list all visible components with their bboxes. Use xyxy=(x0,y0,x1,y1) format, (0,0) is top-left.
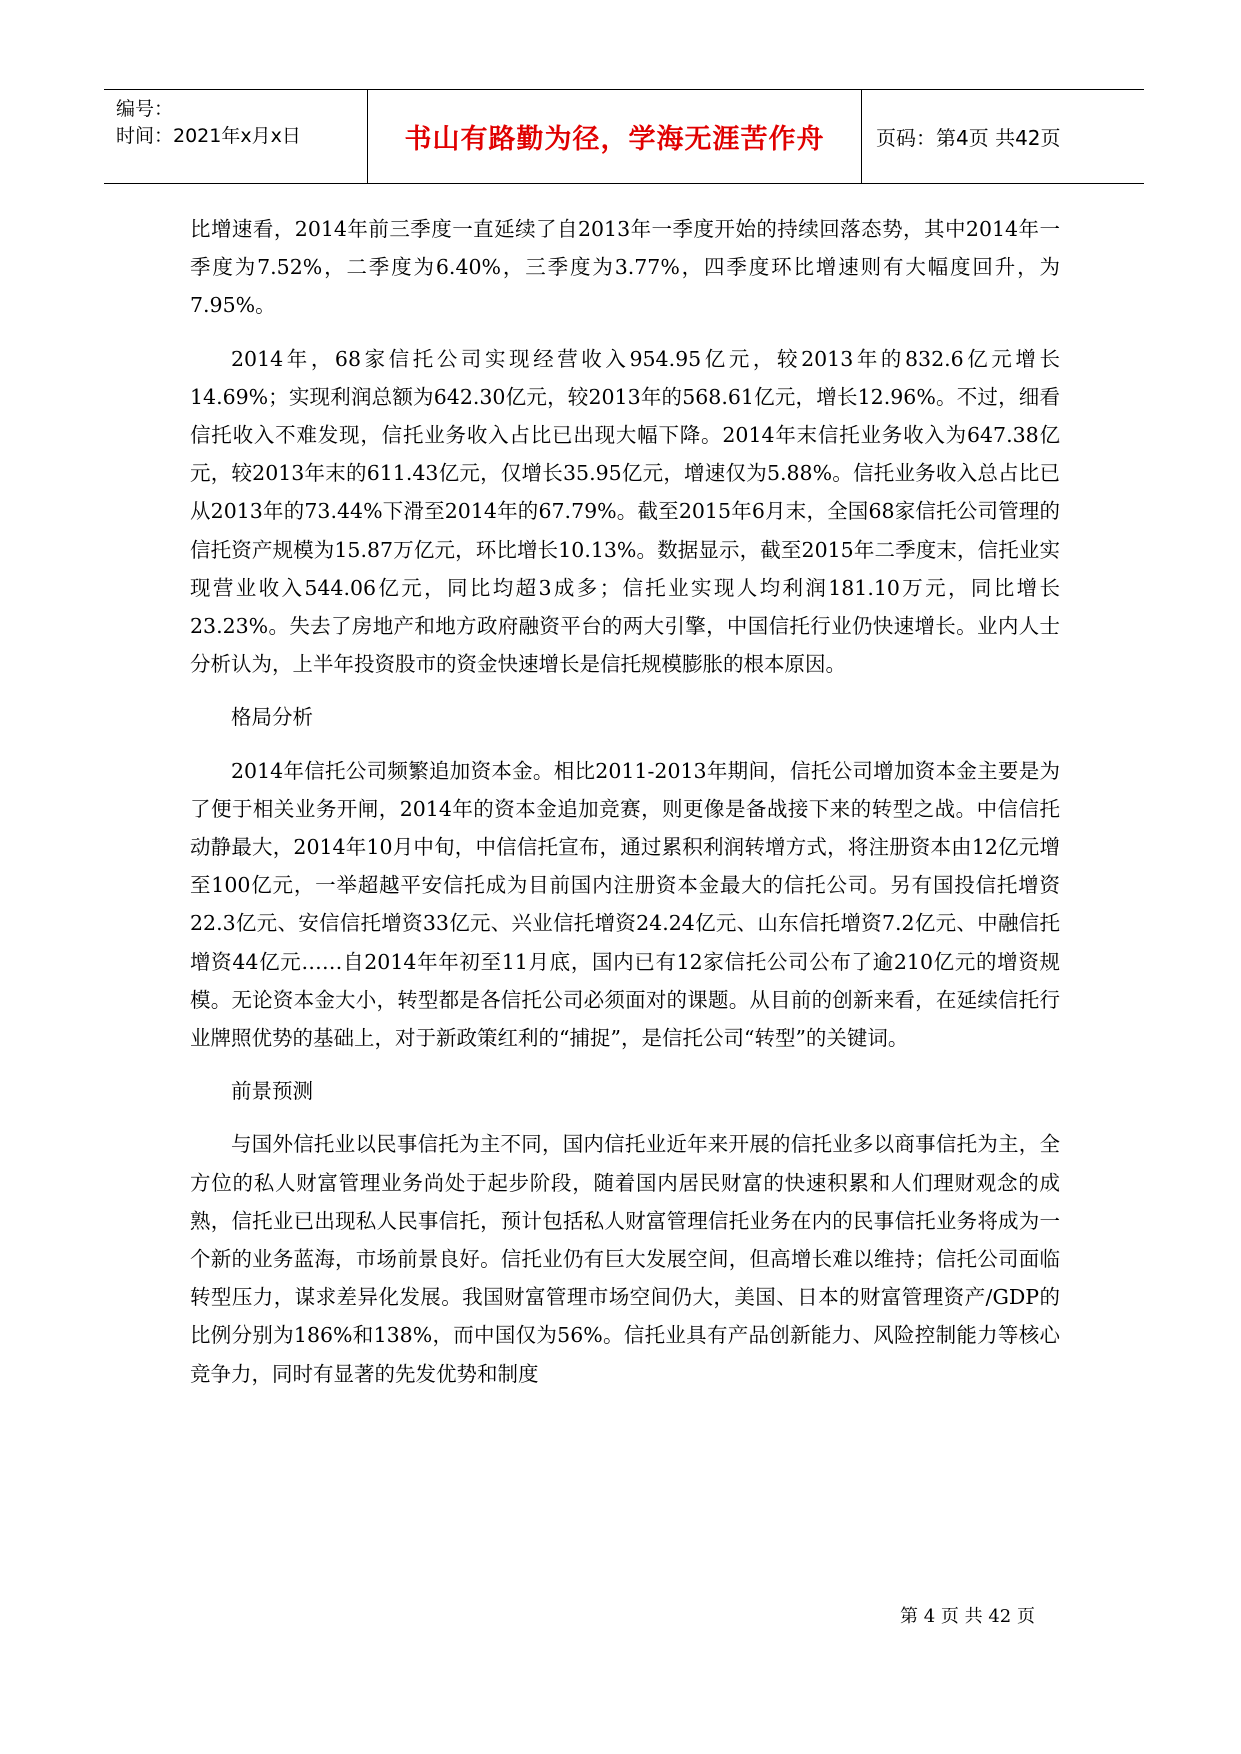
document-body xyxy=(190,210,1060,1408)
header-page-code: 页码：第4页 共42页 xyxy=(876,126,1061,150)
header-motto-cell xyxy=(368,90,862,183)
header-page-cell xyxy=(862,90,1144,183)
section-heading-outlook: 前景预测 xyxy=(231,1079,313,1104)
paragraph-outlook: 与国外信托业以民事信托为主不同，国内信托业近年来开展的信托业多以商事信托为主，全方位的私人财富管理业务尚处于起步阶段，随着国内居民财富的快速积累和人们理财观念的成熟，信托业已出现私人民事信托，预计包括私人财富管理信托业务在内的民事信托业务将成为一个新的业务蓝海，市场前景良好。信托业仍有巨大发展空间，但高增长难以维持；信托公司面临转型压力，谋求差异化发展。我国财富管理市场空间仍大，美国、日本的财富管理资产/GDP的比例分别为186%和138%，而中国仅为56%。信托业具有产品创新能力、风险控制能力等核心竞争力，同时有显著的先发优势和制度 xyxy=(190,1132,1060,1386)
paragraph-trust-income: 2014年，68家信托公司实现经营收入954.95亿元，较2013年的832.6亿元增长14.69%；实现利润总额为642.30亿元，较2013年的568.61亿元，增长12.96%。不过，细看信托收入不难发现，信托业务收入占比已出现大幅下降。2014年末信托业务收入为647.38亿元，较2013年末的611.43亿元，仅增长35.95亿元，增速仅为5.88%。信托业务收入总占比已从2013年的73.44%下滑至2014年的67.79%。截至2015年6月末，全国68家信托公司管理的信托资产规模为15.87万亿元，环比增长10.13%。数据显示，截至2015年二季度末，信托业实现营业收入544.06亿元，同比均超3成多；信托业实现人均利润181.10万元，同比增长23.23%。失去了房地产和地方政府融资平台的两大引擎，中国信托行业仍快速增长。业内人士分析认为，上半年投资股市的资金快速增长是信托规模膨胀的根本原因。 xyxy=(190,346,1060,677)
paragraph-continued: 比增速看，2014年前三季度一直延续了自2013年一季度开始的持续回落态势，其中2014年一季度为7.52%，二季度为6.40%，三季度为3.77%，四季度环比增速则有大幅度回升，为7.95%。 xyxy=(190,217,1060,318)
document-time: 时间：2021年x月x日 xyxy=(116,125,301,147)
section-heading-landscape: 格局分析 xyxy=(231,705,313,730)
paragraph-capital-increase: 2014年信托公司频繁追加资本金。相比2011-2013年期间，信托公司增加资本金主要是为了便于相关业务开闸，2014年的资本金追加竞赛，则更像是备战接下来的转型之战。中信信托动静最大，2014年10月中旬，中信信托宣布，通过累积利润转增方式，将注册资本由12亿元增至100亿元，一举超越平安信托成为目前国内注册资本金最大的信托公司。另有国投信托增资22.3亿元、安信信托增资33亿元、兴业信托增资24.24亿元、山东信托增资7.2亿元、中融信托增资44亿元……自2014年年初至11月底，国内已有12家信托公司公布了逾210亿元的增资规模。无论资本金大小，转型都是各信托公司必须面对的课题。从目前的创新来看，在延续信托行业牌照优势的基础上，对于新政策红利的“捕捉”，是信托公司“转型”的关键词。 xyxy=(190,758,1060,1051)
page-header xyxy=(104,89,1144,184)
header-motto: 书山有路勤为径，学海无涯苦作舟 xyxy=(404,124,825,155)
page-footer: 第 4 页 共 42 页 xyxy=(900,1606,1035,1627)
document-number-label: 编号： xyxy=(116,98,174,120)
header-meta-cell xyxy=(104,90,368,183)
